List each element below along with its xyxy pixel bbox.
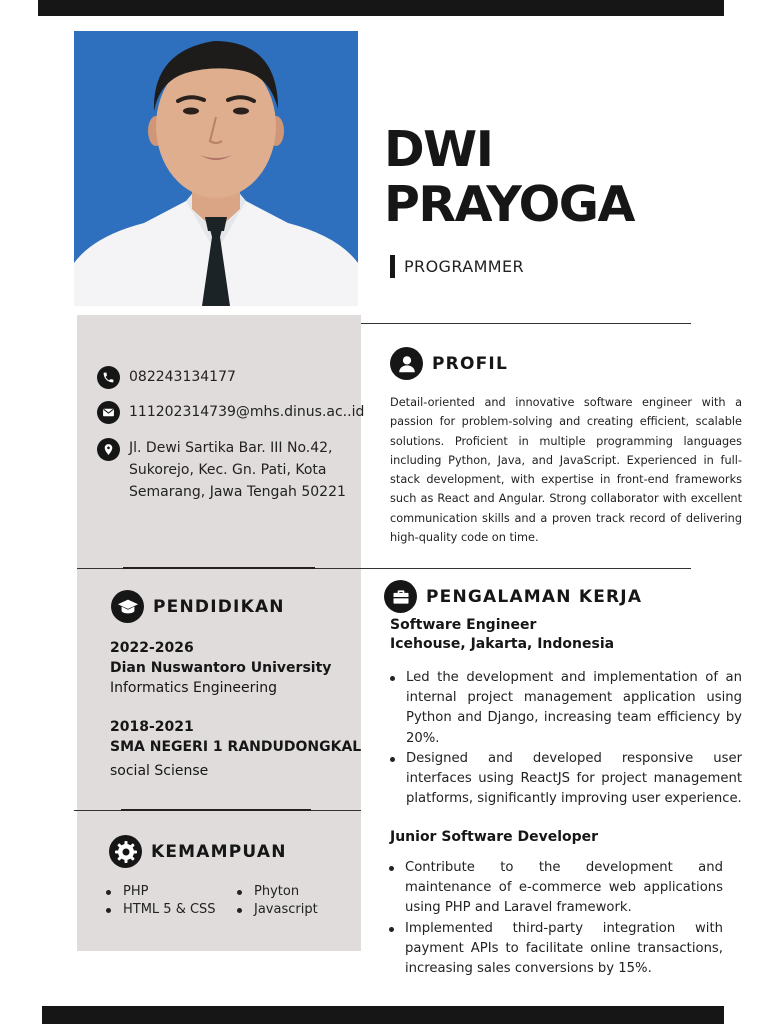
role-text: PROGRAMMER [404,256,525,276]
phone-icon [97,366,120,389]
profile-photo [74,31,358,306]
pengalaman-title: PENGALAMAN KERJA [426,586,643,607]
briefcase-icon [384,580,417,613]
education-years: 2022-2026 [110,640,194,656]
contact-address [97,437,346,503]
profil-text: Detail-oriented and innovative software engineer with a passion for problem-solving and creating efficient, scalable solutions. Proficient in multiple programming languages including Python, Java, and JavaScript. Experienced in full-stack development, with expertise in front-end frameworks such as React and Angular. Strong collaborator with excellent communication skills and a proven track record of delivering high-quality code on time. [390,396,742,545]
skills-list-1 [106,883,216,918]
kemampuan-title: KEMAMPUAN [151,841,287,862]
address-line-2: Sukorejo, Kec. Gn. Pati, Kota [129,462,327,478]
address-text [129,437,346,503]
job-title: Junior Software Developer [390,829,599,845]
role-label [390,254,524,278]
graduation-cap-icon [111,590,144,623]
user-icon [390,347,423,380]
phone-text: 082243134177 [129,369,236,385]
education-school: Dian Nuswantoro University [110,660,332,676]
skills-list-2 [237,883,318,918]
job-bullets [388,858,723,979]
pendidikan-title: PENDIDIKAN [153,596,285,617]
skill-item: Phyton [237,883,318,901]
job-company: Icehouse, Jakarta, Indonesia [390,636,615,652]
divider-lower-accent [121,809,311,811]
role-marker [390,255,395,278]
skill-item: Javascript [237,901,318,919]
divider-top [361,323,691,324]
job-bullet: Designed and developed responsive user interfaces using ReactJS for project management platforms, significantly improving user experience. [389,749,742,810]
education-program: social Sciense [110,763,209,779]
job-title: Software Engineer [390,617,537,633]
name-line-1: DWI [384,121,493,178]
education-entry [110,717,361,781]
contact-email [97,401,364,424]
address-line-3: Semarang, Jawa Tengah 50221 [129,484,346,500]
divider-middle-accent [123,567,315,569]
contact-phone [97,366,236,389]
education-school: SMA NEGERI 1 RANDUDONGKAL [110,739,362,755]
job-bullet: Contribute to the development and maintenance of e-commerce web applications using PHP and Laravel framework. [388,858,723,919]
education-program: Informatics Engineering [110,680,278,696]
mail-icon [97,401,120,424]
profil-title: PROFIL [432,353,508,374]
top-bar [38,0,724,16]
pendidikan-heading [111,590,285,623]
gear-icon [109,835,142,868]
education-years: 2018-2021 [110,719,194,735]
job-bullets [389,668,742,809]
kemampuan-heading [109,835,287,868]
bottom-bar [42,1006,724,1024]
email-text: 111202314739@mhs.dinus.ac..id [129,404,365,420]
pengalaman-heading [384,580,642,613]
location-pin-icon [97,438,120,461]
skill-item: PHP [106,883,216,901]
education-entry [110,638,331,698]
profil-heading [390,347,508,380]
job-bullet: Led the development and implementation of an internal project management application using Python and Django, increasing team efficiency by 20%. [389,668,742,749]
address-line-1: Jl. Dewi Sartika Bar. III No.42, [129,440,333,456]
skill-item: HTML 5 & CSS [106,901,216,919]
job-bullet: Implemented third-party integration with payment APIs to facilitate online transactions, increasing sales conversions by 15%. [388,919,723,980]
person-name [384,122,634,232]
name-line-2: PRAYOGA [384,176,634,233]
